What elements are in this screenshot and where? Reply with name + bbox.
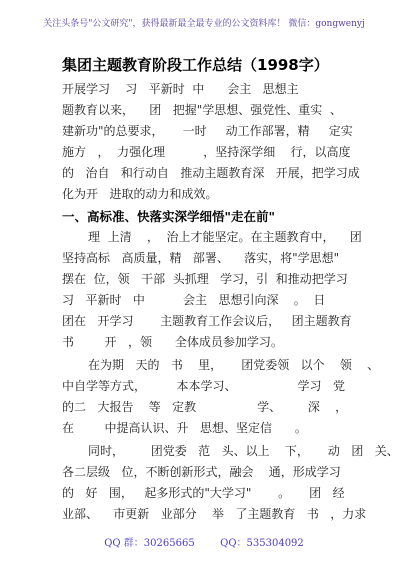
paragraph-line: 化为开 进取的动力和成效。 (62, 187, 218, 201)
paragraph-line: 书 开 ，领 全体成员参加学习。 (62, 335, 283, 349)
header-banner: 关注头条号"公文研究"，获得最新最全最专业的公文资料库！ 微信：gongwenyj (43, 19, 365, 29)
paragraph-line: 坚持高标 高质量，精 部署、 落实，将"学思想" (62, 251, 340, 265)
paragraph-line: 建新功"的总要求， 一时 动工作部署，精 定实 (62, 124, 353, 138)
paragraph-line: 在为期 天的 书 里， 团党委领 以个 领 、 (88, 358, 380, 372)
section-heading: 一、高标准、快落实深学细悟"走在前" (62, 209, 276, 224)
paragraph-line: 各二层级 位，不断创新形式，融会 通，形成学习 (62, 465, 341, 479)
paragraph-line: 业部、 市更新 业部分 举 了主题教育 书 ，力求 (62, 507, 367, 521)
paragraph-line: 同时， 团党委 范 头、以上 下， 动 团 关、 (88, 444, 399, 458)
paragraph-line: 团在 开学习 主题教育工作会议后， 团主题教育 (62, 314, 352, 328)
document-title: 集团主题教育阶段工作总结（1998字） (62, 56, 329, 74)
paragraph-line: 的 治自 和行动自 推动主题教育深 开展，把学习成 (62, 166, 360, 180)
paragraph-line: 的二 大报告 等 定教 学、 深 ， (62, 400, 348, 414)
paragraph-line: 中自学等方式， 本本学习、 学习 党 (62, 379, 345, 393)
paragraph-line: 在 中提高认识、升 思想、坚定信 。 (62, 421, 307, 435)
paragraph-line: 开展学习 习 平新时 中 会主 思想主 (62, 82, 299, 96)
paragraph-line: 题教育以来， 团 把握"学思想、强党性、重实 、 (62, 103, 342, 117)
paragraph-line: 摆在 位，领 干部 头抓理 学习，引 和推动把学习 (62, 272, 348, 286)
paragraph-line: 习 平新时 中 会主 思想引向深 。 日 (62, 293, 326, 307)
footer-contact: QQ 群：30265665 QQ：535304092 (104, 538, 304, 549)
paragraph-line: 理 上清 ， 治上才能坚定。在主题教育中， 团 (88, 230, 362, 244)
paragraph-line: 的 好 围， 起多形式的"大学习" 。 团 经 (62, 486, 345, 500)
paragraph-line: 施方 ， 力强化理 ，坚持深学细 行，以高度 (62, 145, 351, 159)
